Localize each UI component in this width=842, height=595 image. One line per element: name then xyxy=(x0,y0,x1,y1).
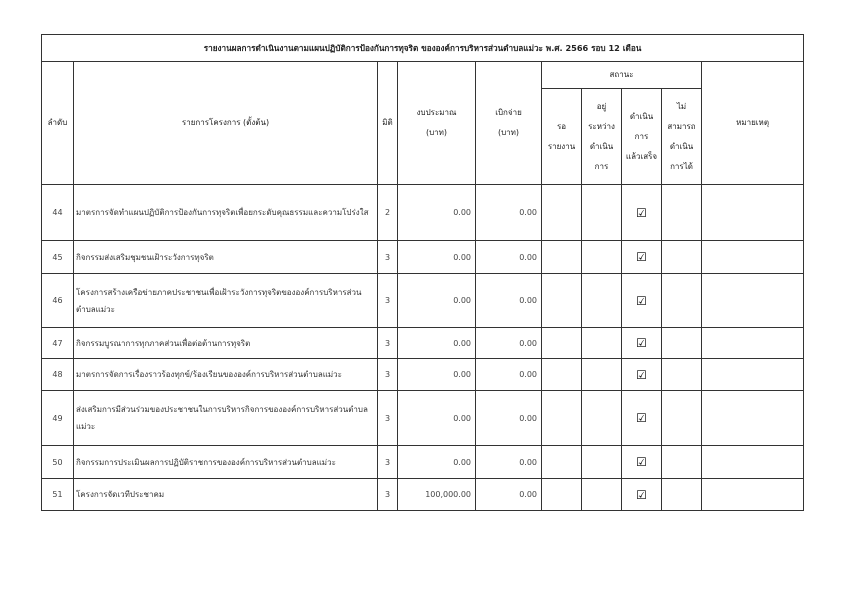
table-row xyxy=(42,391,804,446)
row-status-waiting xyxy=(542,185,582,241)
report-table xyxy=(41,34,804,511)
row-project-name: กิจกรรมบูรณาการทุกภาคส่วนเพื่อต่อต้านการทุจริต xyxy=(74,328,378,359)
row-spent: 0.00 xyxy=(476,446,542,479)
row-budget: 100,000.00 xyxy=(398,479,476,511)
row-remark xyxy=(702,185,804,241)
row-dimension: 2 xyxy=(378,185,398,241)
row-status-done xyxy=(622,446,662,479)
row-project-name: มาตรการจัดการเรื่องราวร้องทุกข์/ร้องเรียนขององค์การบริหารส่วนตำบลแม่วะ xyxy=(74,359,378,391)
header-status: สถานะ xyxy=(542,62,702,89)
header-spent-label: เบิกจ่าย xyxy=(495,108,522,117)
row-budget: 0.00 xyxy=(398,328,476,359)
header-status-progress-l2: ระหว่าง xyxy=(588,121,615,131)
row-status-in-progress xyxy=(582,479,622,511)
row-dimension: 3 xyxy=(378,241,398,274)
checkbox-checked-icon: ☑ xyxy=(636,411,647,425)
row-no: 45 xyxy=(42,241,74,274)
header-status-done-l2: การ xyxy=(634,131,649,141)
row-project-name: ส่งเสริมการมีส่วนร่วมของประชาชนในการบริหารกิจการขององค์การบริหารส่วนตำบลแม่วะ xyxy=(74,391,378,446)
row-remark xyxy=(702,328,804,359)
checkbox-checked-icon: ☑ xyxy=(636,367,647,382)
checkbox-checked-icon: ☑ xyxy=(636,487,647,502)
row-status-in-progress xyxy=(582,274,622,328)
row-status-waiting xyxy=(542,446,582,479)
row-status-done xyxy=(622,359,662,391)
row-spent: 0.00 xyxy=(476,241,542,274)
row-status-in-progress xyxy=(582,328,622,359)
row-status-waiting xyxy=(542,274,582,328)
row-status-unable xyxy=(662,391,702,446)
row-no: 50 xyxy=(42,446,74,479)
header-status-unable-l2: สามารถ xyxy=(667,121,696,131)
row-status-in-progress xyxy=(582,446,622,479)
header-status-waiting-l1: รอ xyxy=(556,121,567,131)
row-no: 47 xyxy=(42,328,74,359)
row-dimension: 3 xyxy=(378,479,398,511)
row-spent: 0.00 xyxy=(476,479,542,511)
header-status-in-progress xyxy=(582,89,622,185)
row-status-waiting xyxy=(542,479,582,511)
row-spent: 0.00 xyxy=(476,359,542,391)
row-status-unable xyxy=(662,446,702,479)
table-row xyxy=(42,479,804,511)
row-no: 44 xyxy=(42,185,74,241)
header-status-done-l3: แล้วเสร็จ xyxy=(625,151,658,161)
row-dimension: 3 xyxy=(378,274,398,328)
header-budget-label: งบประมาณ xyxy=(416,108,457,117)
row-status-unable xyxy=(662,479,702,511)
row-budget: 0.00 xyxy=(398,391,476,446)
row-no: 51 xyxy=(42,479,74,511)
header-spent xyxy=(476,62,542,185)
table-row xyxy=(42,359,804,391)
header-status-progress-l3: ดำเนิน xyxy=(589,141,614,151)
header-status-progress-l4: การ xyxy=(594,161,609,171)
table-row xyxy=(42,446,804,479)
checkbox-checked-icon: ☑ xyxy=(636,205,647,220)
header-project: รายการโครงการ (ตั้งต้น) xyxy=(74,62,378,185)
row-remark xyxy=(702,359,804,391)
row-spent: 0.00 xyxy=(476,185,542,241)
header-spent-unit: (บาท) xyxy=(497,128,520,137)
row-project-name: โครงการจัดเวทีประชาคม xyxy=(74,479,378,511)
row-spent: 0.00 xyxy=(476,391,542,446)
row-remark xyxy=(702,274,804,328)
row-status-waiting xyxy=(542,328,582,359)
row-project-name: กิจกรรมการประเมินผลการปฏิบัติราชการขององค์การบริหารส่วนตำบลแม่วะ xyxy=(74,446,378,479)
row-project-name: กิจกรรมส่งเสริมชุมชนเฝ้าระวังการทุจริต xyxy=(74,241,378,274)
row-budget: 0.00 xyxy=(398,446,476,479)
row-budget: 0.00 xyxy=(398,359,476,391)
row-budget: 0.00 xyxy=(398,185,476,241)
header-status-unable-l4: การได้ xyxy=(670,161,693,171)
header-budget xyxy=(398,62,476,185)
row-dimension: 3 xyxy=(378,359,398,391)
header-status-progress-l1: อยู่ xyxy=(596,101,607,111)
row-status-done xyxy=(622,274,662,328)
header-remark: หมายเหตุ xyxy=(702,62,804,185)
row-status-waiting xyxy=(542,241,582,274)
row-remark xyxy=(702,391,804,446)
row-status-unable xyxy=(662,328,702,359)
checkbox-checked-icon: ☑ xyxy=(636,336,647,350)
row-status-in-progress xyxy=(582,241,622,274)
row-status-unable xyxy=(662,241,702,274)
row-status-unable xyxy=(662,359,702,391)
row-project-name: มาตรการจัดทำแผนปฏิบัติการป้องกันการทุจริตเพื่อยกระดับคุณธรรมและความโปร่งใส xyxy=(74,185,378,241)
row-status-done xyxy=(622,391,662,446)
checkbox-checked-icon: ☑ xyxy=(636,250,647,264)
row-dimension: 3 xyxy=(378,328,398,359)
row-budget: 0.00 xyxy=(398,274,476,328)
row-remark xyxy=(702,241,804,274)
header-status-done-l1: ดำเนิน xyxy=(629,111,654,121)
row-status-done xyxy=(622,185,662,241)
row-status-done xyxy=(622,241,662,274)
row-no: 46 xyxy=(42,274,74,328)
header-dimension: มิติ xyxy=(378,62,398,185)
table-row xyxy=(42,185,804,241)
row-spent: 0.00 xyxy=(476,328,542,359)
table-row xyxy=(42,274,804,328)
row-status-done xyxy=(622,479,662,511)
checkbox-checked-icon: ☑ xyxy=(636,455,647,469)
row-remark xyxy=(702,479,804,511)
row-budget: 0.00 xyxy=(398,241,476,274)
row-status-waiting xyxy=(542,359,582,391)
row-dimension: 3 xyxy=(378,391,398,446)
header-status-waiting xyxy=(542,89,582,185)
report-title: รายงานผลการดำเนินงานตามแผนปฏิบัติการป้องกันการทุจริต ขององค์การบริหารส่วนตำบลแม่วะ พ.ศ. 2566 รอบ 12 เดือน xyxy=(42,35,804,62)
row-status-done xyxy=(622,328,662,359)
header-status-unable xyxy=(662,89,702,185)
row-status-unable xyxy=(662,274,702,328)
header-status-unable-l3: ดำเนิน xyxy=(669,141,694,151)
row-remark xyxy=(702,446,804,479)
row-dimension: 3 xyxy=(378,446,398,479)
row-no: 48 xyxy=(42,359,74,391)
header-status-unable-l1: ไม่ xyxy=(676,101,687,111)
table-row xyxy=(42,328,804,359)
header-no: ลำดับ xyxy=(42,62,74,185)
row-status-in-progress xyxy=(582,359,622,391)
checkbox-checked-icon: ☑ xyxy=(636,293,647,308)
row-spent: 0.00 xyxy=(476,274,542,328)
row-status-in-progress xyxy=(582,185,622,241)
row-project-name: โครงการสร้างเครือข่ายภาคประชาชนเพื่อเฝ้าระวังการทุจริตขององค์การบริหารส่วนตำบลแม่วะ xyxy=(74,274,378,328)
header-status-waiting-l2: รายงาน xyxy=(547,141,576,151)
row-status-in-progress xyxy=(582,391,622,446)
row-no: 49 xyxy=(42,391,74,446)
table-row xyxy=(42,241,804,274)
row-status-waiting xyxy=(542,391,582,446)
header-budget-unit: (บาท) xyxy=(425,128,448,137)
header-status-done xyxy=(622,89,662,185)
row-status-unable xyxy=(662,185,702,241)
